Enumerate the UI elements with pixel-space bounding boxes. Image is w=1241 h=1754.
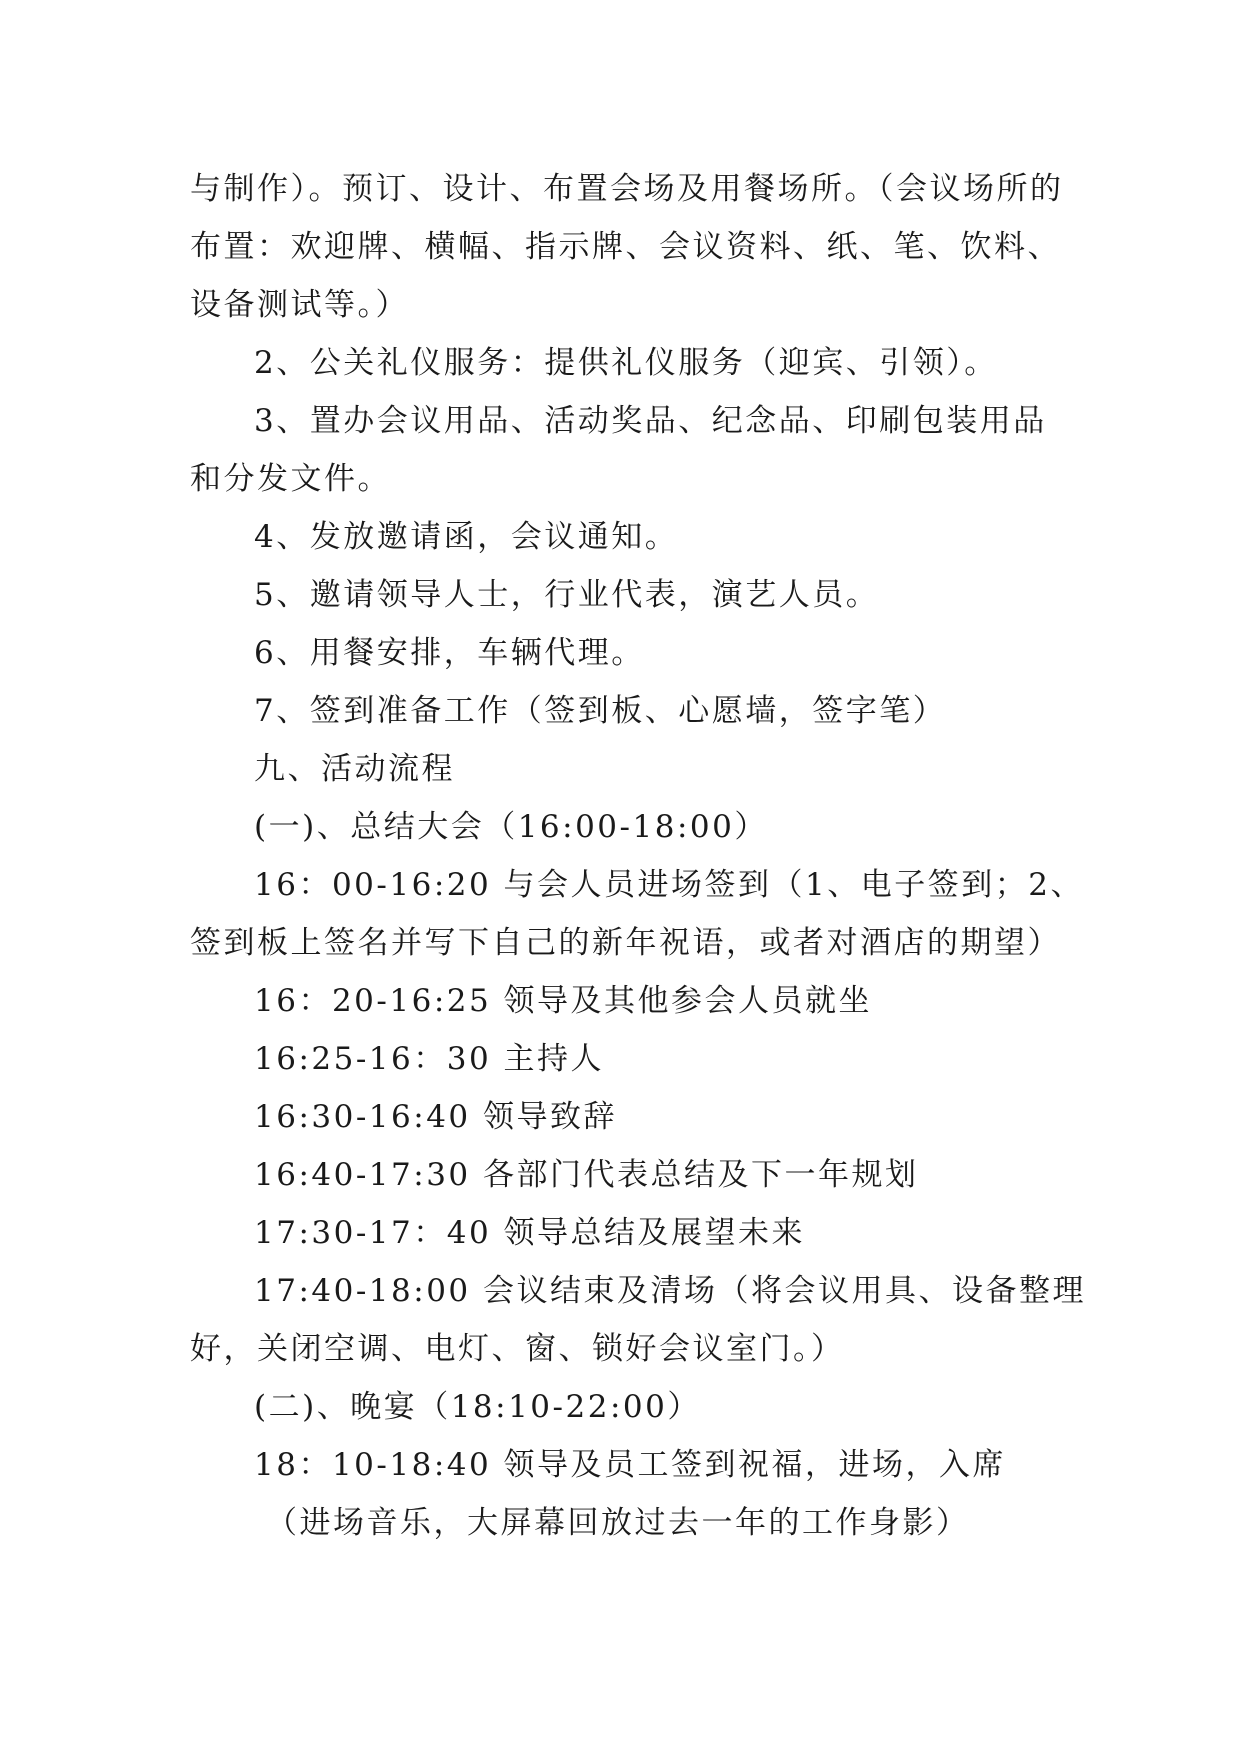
document-body xyxy=(190,160,1087,1552)
text-line: 设备测试等。） xyxy=(190,287,409,323)
schedule-item-continued: 好，关闭空调、电灯、窗、锁好会议室门。） xyxy=(190,1331,845,1367)
subsection-heading: (一)、总结大会（16:00-18:00） xyxy=(254,809,768,845)
schedule-item-continued: 签到板上签名并写下自己的新年祝语，或者对酒店的期望） xyxy=(190,925,1061,961)
schedule-item: 16：20-16:25 领导及其他参会人员就坐 xyxy=(254,983,873,1019)
schedule-item: 16:25-16：30 主持人 xyxy=(254,1041,605,1077)
schedule-note: （进场音乐，大屏幕回放过去一年的工作身影） xyxy=(266,1505,970,1541)
text-line: 6、用餐安排，车辆代理。 xyxy=(254,635,645,671)
schedule-item: 18：10-18:40 领导及员工签到祝福，进场，入席 xyxy=(254,1447,1007,1483)
schedule-item: 16：00-16:20 与会人员进场签到（1、电子签到；2、 xyxy=(254,867,1085,903)
subsection-heading: (二)、晚宴（18:10-22:00） xyxy=(254,1389,701,1425)
text-line: 布置：欢迎牌、横幅、指示牌、会议资料、纸、笔、饮料、 xyxy=(190,229,1061,265)
text-line: 5、邀请领导人士，行业代表，演艺人员。 xyxy=(254,577,880,613)
schedule-item: 16:30-16:40 领导致辞 xyxy=(254,1099,618,1135)
schedule-item: 17:40-18:00 会议结束及清场（将会议用具、设备整理 xyxy=(254,1273,1087,1309)
text-line: 7、签到准备工作（签到板、心愿墙，签字笔） xyxy=(254,693,947,729)
text-line: 与制作）。预订、设计、布置会场及用餐场所。（会议场所的 xyxy=(190,171,1064,207)
schedule-item: 17:30-17：40 领导总结及展望未来 xyxy=(254,1215,806,1251)
text-line: 3、置办会议用品、活动奖品、纪念品、印刷包装用品 xyxy=(254,403,1047,439)
text-line: 4、发放邀请函，会议通知。 xyxy=(254,519,679,555)
text-line: 2、公关礼仪服务：提供礼仪服务（迎宾、引领）。 xyxy=(254,345,998,381)
text-line: 和分发文件。 xyxy=(190,461,391,497)
section-heading: 九、活动流程 xyxy=(254,751,455,787)
schedule-item: 16:40-17:30 各部门代表总结及下一年规划 xyxy=(254,1157,919,1193)
